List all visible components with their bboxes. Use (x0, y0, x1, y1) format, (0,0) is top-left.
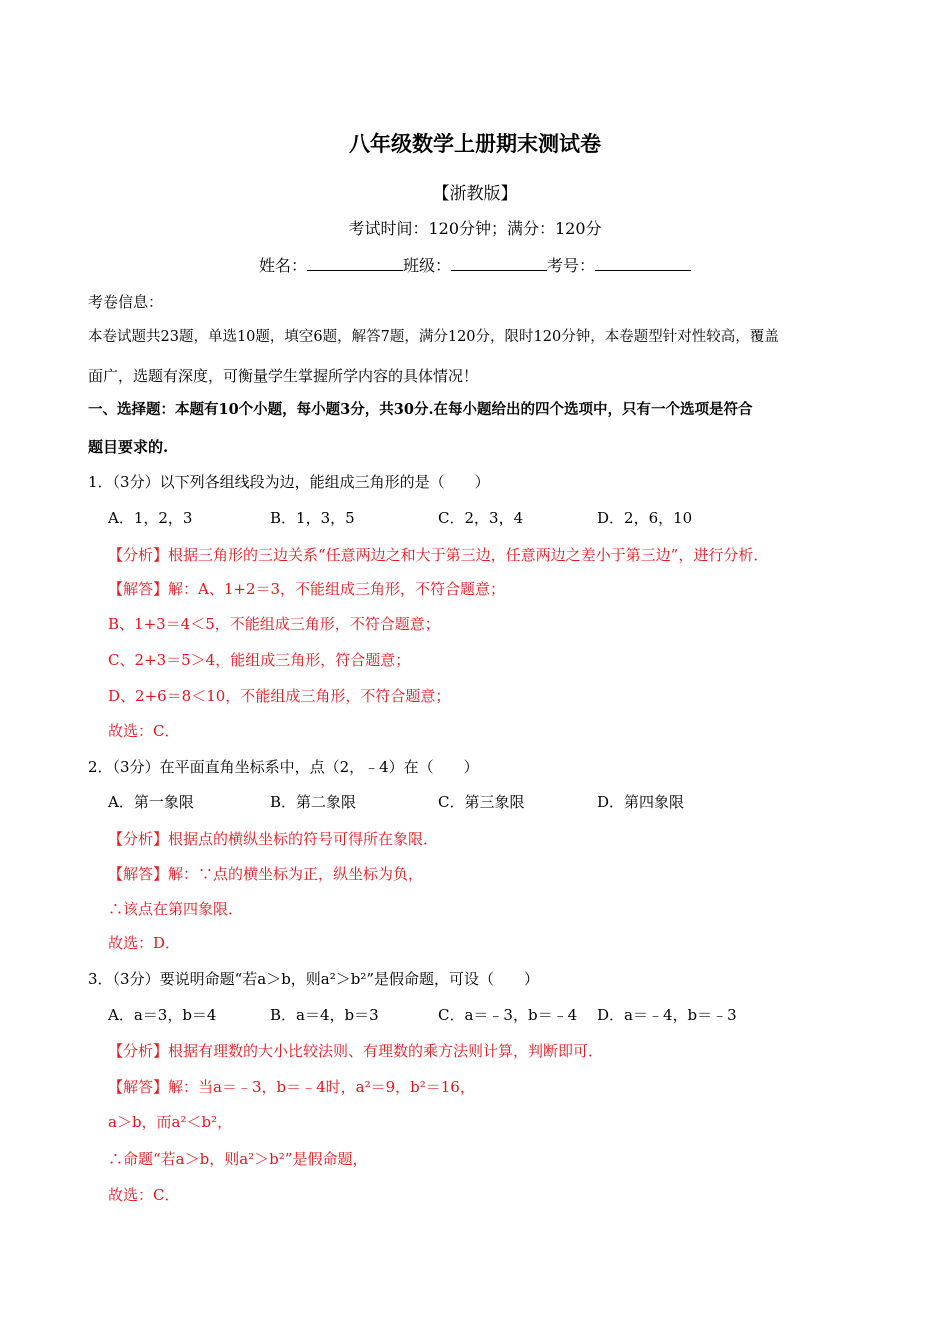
q1-analysis: 【分析】根据三角形的三边关系“任意两边之和大于第三边，任意两边之差小于第三边”，进行分析． (108, 546, 769, 564)
page-title: 八年级数学上册期末测试卷 (349, 131, 601, 156)
q1-option-a: A．1，2，3 (108, 509, 193, 527)
name-blank[interactable] (307, 256, 403, 271)
edition-label: 【浙教版】 (432, 184, 518, 204)
q2-option-a: A．第一象限 (108, 793, 194, 811)
q2-answer-line-3: 故选：D． (108, 934, 181, 952)
q1-answer-line-4: D、2+6＝8＜10，不能组成三角形，不符合题意； (108, 687, 451, 705)
q3-answer-line-2: a＞b，而a²＜b²， (108, 1113, 233, 1131)
id-label: 考号： (547, 256, 596, 275)
section-heading-line-1: 一、选择题：本题有10个小题，每小题3分，共30分.在每小题给出的四个选项中，只有一个选项是符合 (88, 401, 753, 418)
id-blank[interactable] (595, 256, 691, 271)
q1-option-c: C．2，3，4 (438, 509, 524, 527)
q1-answer-line-2: B、1+3＝4＜5，不能组成三角形，不符合题意； (108, 615, 440, 633)
q2-option-c: C．第三象限 (438, 793, 525, 811)
q3-option-a: A．a＝3，b＝4 (108, 1006, 217, 1024)
info-line-1: 本卷试题共23题，单选10题，填空6题，解答7题，满分120分，限时120分钟，本卷题型针对性较高，覆盖 (88, 329, 779, 345)
section-heading-line-2: 题目要求的. (88, 438, 169, 456)
q3-answer-line-4: 故选：C． (108, 1186, 180, 1204)
q1-answer-line-3: C、2+3＝5＞4，能组成三角形，符合题意； (108, 651, 411, 669)
q1-answer-line-1: 【解答】解：A、1+2＝3，不能组成三角形，不符合题意； (108, 580, 506, 598)
name-label: 姓名： (258, 256, 307, 275)
q1-answer-line-5: 故选：C． (108, 722, 180, 740)
q3-option-b: B．a＝4，b＝3 (270, 1006, 379, 1024)
question-2-stem: 2．（3分）在平面直角坐标系中，点（2，﹣4）在（ ） (88, 758, 479, 776)
question-3-stem: 3．（3分）要说明命题“若a＞b，则a²＞b²”是假命题，可设（ ） (88, 970, 540, 988)
class-blank[interactable] (451, 256, 547, 271)
q3-option-d: D．a＝﹣4，b＝﹣3 (597, 1006, 737, 1024)
info-label: 考卷信息： (88, 293, 164, 311)
q2-answer-line-1: 【解答】解：∵点的横坐标为正，纵坐标为负， (108, 865, 424, 883)
question-1-stem: 1．（3分）以下列各组线段为边，能组成三角形的是（ ） (88, 473, 490, 491)
q2-analysis: 【分析】根据点的横纵坐标的符号可得所在象限． (108, 830, 439, 848)
class-label: 班级： (402, 256, 451, 275)
info-line-2: 面广，选题有深度，可衡量学生掌握所学内容的具体情况！ (88, 367, 479, 385)
q1-option-d: D．2，6，10 (597, 509, 693, 527)
q3-option-c: C．a＝﹣3，b＝﹣4 (438, 1006, 578, 1024)
student-info-row (0, 256, 950, 276)
exam-time-info: 考试时间：120分钟；满分：120分 (348, 219, 602, 238)
q3-answer-line-1: 【解答】解：当a＝﹣3，b＝﹣4时，a²＝9，b²＝16， (108, 1078, 475, 1096)
q1-option-b: B．1，3，5 (270, 509, 355, 527)
q3-answer-line-3: ∴命题“若a＞b，则a²＞b²”是假命题， (108, 1150, 368, 1168)
q2-answer-line-2: ∴该点在第四象限． (108, 900, 244, 918)
q2-option-d: D．第四象限 (597, 793, 685, 811)
q2-option-b: B．第二象限 (270, 793, 357, 811)
q3-analysis: 【分析】根据有理数的大小比较法则、有理数的乘方法则计算，判断即可． (108, 1042, 604, 1060)
